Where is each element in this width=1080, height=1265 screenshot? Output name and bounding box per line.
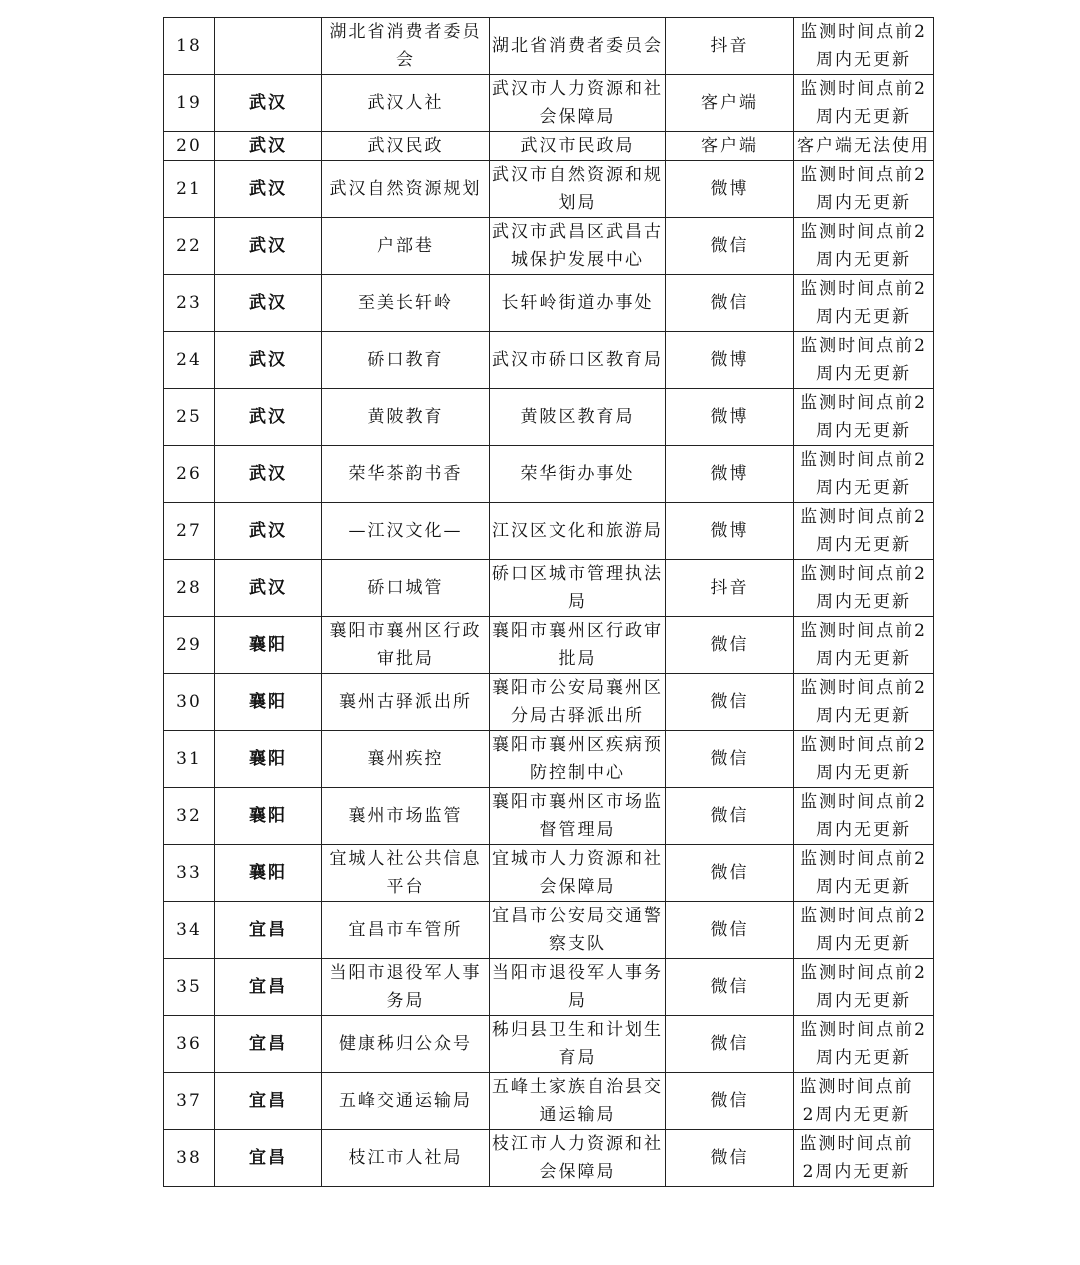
city-cell: 武汉 [215, 446, 322, 503]
status-cell: 监测时间点前2周内无更新 [794, 218, 934, 275]
row-number: 27 [164, 503, 215, 560]
city-cell: 襄阳 [215, 617, 322, 674]
city-cell: 武汉 [215, 560, 322, 617]
organization-cell: 湖北省消费者委员会 [490, 18, 666, 75]
row-number: 35 [164, 959, 215, 1016]
status-cell: 监测时间点前2周内无更新 [794, 75, 934, 132]
organization-cell: 襄阳市襄州区疾病预防控制中心 [490, 731, 666, 788]
city-cell: 襄阳 [215, 674, 322, 731]
row-number: 18 [164, 18, 215, 75]
status-cell: 监测时间点前2周内无更新 [794, 845, 934, 902]
platform-cell: 微博 [666, 161, 794, 218]
organization-cell: 枝江市人力资源和社会保障局 [490, 1130, 666, 1187]
platform-cell: 微信 [666, 674, 794, 731]
status-cell: 监测时间点前2周内无更新 [794, 1016, 934, 1073]
organization-cell: 襄阳市公安局襄州区分局古驿派出所 [490, 674, 666, 731]
platform-cell: 微博 [666, 446, 794, 503]
city-cell: 襄阳 [215, 731, 322, 788]
city-cell: 宜昌 [215, 902, 322, 959]
city-cell [215, 18, 322, 75]
table-row [164, 902, 934, 959]
status-cell: 监测时间点前2周内无更新 [794, 1130, 934, 1187]
organization-cell: 武汉市武昌区武昌古城保护发展中心 [490, 218, 666, 275]
organization-cell: 荣华街办事处 [490, 446, 666, 503]
table-row [164, 161, 934, 218]
account-name-cell: 湖北省消费者委员会 [322, 18, 490, 75]
row-number: 38 [164, 1130, 215, 1187]
status-cell: 客户端无法使用 [794, 132, 934, 161]
table-row [164, 446, 934, 503]
row-number: 22 [164, 218, 215, 275]
table-row [164, 389, 934, 446]
row-number: 28 [164, 560, 215, 617]
platform-cell: 微信 [666, 617, 794, 674]
table-row [164, 1130, 934, 1187]
organization-cell: 武汉市民政局 [490, 132, 666, 161]
city-cell: 宜昌 [215, 1016, 322, 1073]
account-name-cell: 宜城人社公共信息平台 [322, 845, 490, 902]
organization-cell: 襄阳市襄州区市场监督管理局 [490, 788, 666, 845]
city-cell: 武汉 [215, 75, 322, 132]
account-name-cell: 武汉人社 [322, 75, 490, 132]
status-cell: 监测时间点前2周内无更新 [794, 18, 934, 75]
status-cell: 监测时间点前2周内无更新 [794, 788, 934, 845]
platform-cell: 微信 [666, 275, 794, 332]
row-number: 24 [164, 332, 215, 389]
row-number: 31 [164, 731, 215, 788]
status-cell: 监测时间点前2周内无更新 [794, 503, 934, 560]
status-cell: 监测时间点前2周内无更新 [794, 446, 934, 503]
row-number: 29 [164, 617, 215, 674]
platform-cell: 微信 [666, 1016, 794, 1073]
platform-cell: 微信 [666, 845, 794, 902]
platform-cell: 微信 [666, 1130, 794, 1187]
status-cell: 监测时间点前2周内无更新 [794, 674, 934, 731]
account-name-cell: 硚口教育 [322, 332, 490, 389]
organization-cell: 宜昌市公安局交通警察支队 [490, 902, 666, 959]
city-cell: 武汉 [215, 218, 322, 275]
row-number: 25 [164, 389, 215, 446]
platform-cell: 微信 [666, 218, 794, 275]
city-cell: 宜昌 [215, 959, 322, 1016]
organization-cell: 江汉区文化和旅游局 [490, 503, 666, 560]
status-cell: 监测时间点前2周内无更新 [794, 902, 934, 959]
table-row [164, 617, 934, 674]
row-number: 30 [164, 674, 215, 731]
row-number: 20 [164, 132, 215, 161]
city-cell: 武汉 [215, 389, 322, 446]
row-number: 33 [164, 845, 215, 902]
organization-cell: 武汉市人力资源和社会保障局 [490, 75, 666, 132]
city-cell: 武汉 [215, 161, 322, 218]
status-cell: 监测时间点前2周内无更新 [794, 617, 934, 674]
table-row [164, 1073, 934, 1130]
account-name-cell: 健康秭归公众号 [322, 1016, 490, 1073]
account-name-cell: 硚口城管 [322, 560, 490, 617]
city-cell: 宜昌 [215, 1130, 322, 1187]
status-cell: 监测时间点前2周内无更新 [794, 959, 934, 1016]
row-number: 32 [164, 788, 215, 845]
row-number: 37 [164, 1073, 215, 1130]
accounts-table [163, 17, 934, 1187]
platform-cell: 微博 [666, 332, 794, 389]
row-number: 26 [164, 446, 215, 503]
city-cell: 武汉 [215, 132, 322, 161]
account-name-cell: 荣华茶韵书香 [322, 446, 490, 503]
organization-cell: 秭归县卫生和计划生育局 [490, 1016, 666, 1073]
account-name-cell: 武汉民政 [322, 132, 490, 161]
organization-cell: 五峰土家族自治县交通运输局 [490, 1073, 666, 1130]
platform-cell: 微博 [666, 503, 794, 560]
table-row [164, 788, 934, 845]
status-cell: 监测时间点前2周内无更新 [794, 161, 934, 218]
platform-cell: 微信 [666, 788, 794, 845]
status-cell: 监测时间点前2周内无更新 [794, 389, 934, 446]
table-row [164, 560, 934, 617]
platform-cell: 抖音 [666, 560, 794, 617]
table-row [164, 503, 934, 560]
table-row [164, 1016, 934, 1073]
city-cell: 武汉 [215, 332, 322, 389]
platform-cell: 微信 [666, 1073, 794, 1130]
platform-cell: 微博 [666, 389, 794, 446]
platform-cell: 微信 [666, 959, 794, 1016]
platform-cell: 客户端 [666, 75, 794, 132]
account-name-cell: 五峰交通运输局 [322, 1073, 490, 1130]
row-number: 34 [164, 902, 215, 959]
platform-cell: 微信 [666, 731, 794, 788]
organization-cell: 宜城市人力资源和社会保障局 [490, 845, 666, 902]
status-cell: 监测时间点前2周内无更新 [794, 1073, 934, 1130]
account-name-cell: 至美长轩岭 [322, 275, 490, 332]
row-number: 21 [164, 161, 215, 218]
city-cell: 宜昌 [215, 1073, 322, 1130]
platform-cell: 客户端 [666, 132, 794, 161]
account-name-cell: 武汉自然资源规划 [322, 161, 490, 218]
organization-cell: 当阳市退役军人事务局 [490, 959, 666, 1016]
status-cell: 监测时间点前2周内无更新 [794, 731, 934, 788]
account-name-cell: —江汉文化— [322, 503, 490, 560]
account-name-cell: 当阳市退役军人事务局 [322, 959, 490, 1016]
table-row [164, 674, 934, 731]
account-name-cell: 枝江市人社局 [322, 1130, 490, 1187]
table-row [164, 332, 934, 389]
city-cell: 襄阳 [215, 845, 322, 902]
account-name-cell: 襄州古驿派出所 [322, 674, 490, 731]
row-number: 23 [164, 275, 215, 332]
account-name-cell: 襄州疾控 [322, 731, 490, 788]
table-row [164, 959, 934, 1016]
platform-cell: 抖音 [666, 18, 794, 75]
table-row [164, 731, 934, 788]
status-cell: 监测时间点前2周内无更新 [794, 560, 934, 617]
account-name-cell: 襄阳市襄州区行政审批局 [322, 617, 490, 674]
platform-cell: 微信 [666, 902, 794, 959]
organization-cell: 长轩岭街道办事处 [490, 275, 666, 332]
organization-cell: 硚口区城市管理执法局 [490, 560, 666, 617]
city-cell: 武汉 [215, 503, 322, 560]
city-cell: 武汉 [215, 275, 322, 332]
table-row [164, 275, 934, 332]
row-number: 19 [164, 75, 215, 132]
table-row [164, 18, 934, 75]
account-name-cell: 黄陂教育 [322, 389, 490, 446]
table-row [164, 218, 934, 275]
organization-cell: 襄阳市襄州区行政审批局 [490, 617, 666, 674]
organization-cell: 武汉市硚口区教育局 [490, 332, 666, 389]
row-number: 36 [164, 1016, 215, 1073]
table-body [164, 18, 934, 1187]
city-cell: 襄阳 [215, 788, 322, 845]
table-row [164, 132, 934, 161]
organization-cell: 武汉市自然资源和规划局 [490, 161, 666, 218]
account-name-cell: 襄州市场监管 [322, 788, 490, 845]
account-name-cell: 户部巷 [322, 218, 490, 275]
status-cell: 监测时间点前2周内无更新 [794, 332, 934, 389]
status-cell: 监测时间点前2周内无更新 [794, 275, 934, 332]
organization-cell: 黄陂区教育局 [490, 389, 666, 446]
table-row [164, 845, 934, 902]
table-row [164, 75, 934, 132]
account-name-cell: 宜昌市车管所 [322, 902, 490, 959]
